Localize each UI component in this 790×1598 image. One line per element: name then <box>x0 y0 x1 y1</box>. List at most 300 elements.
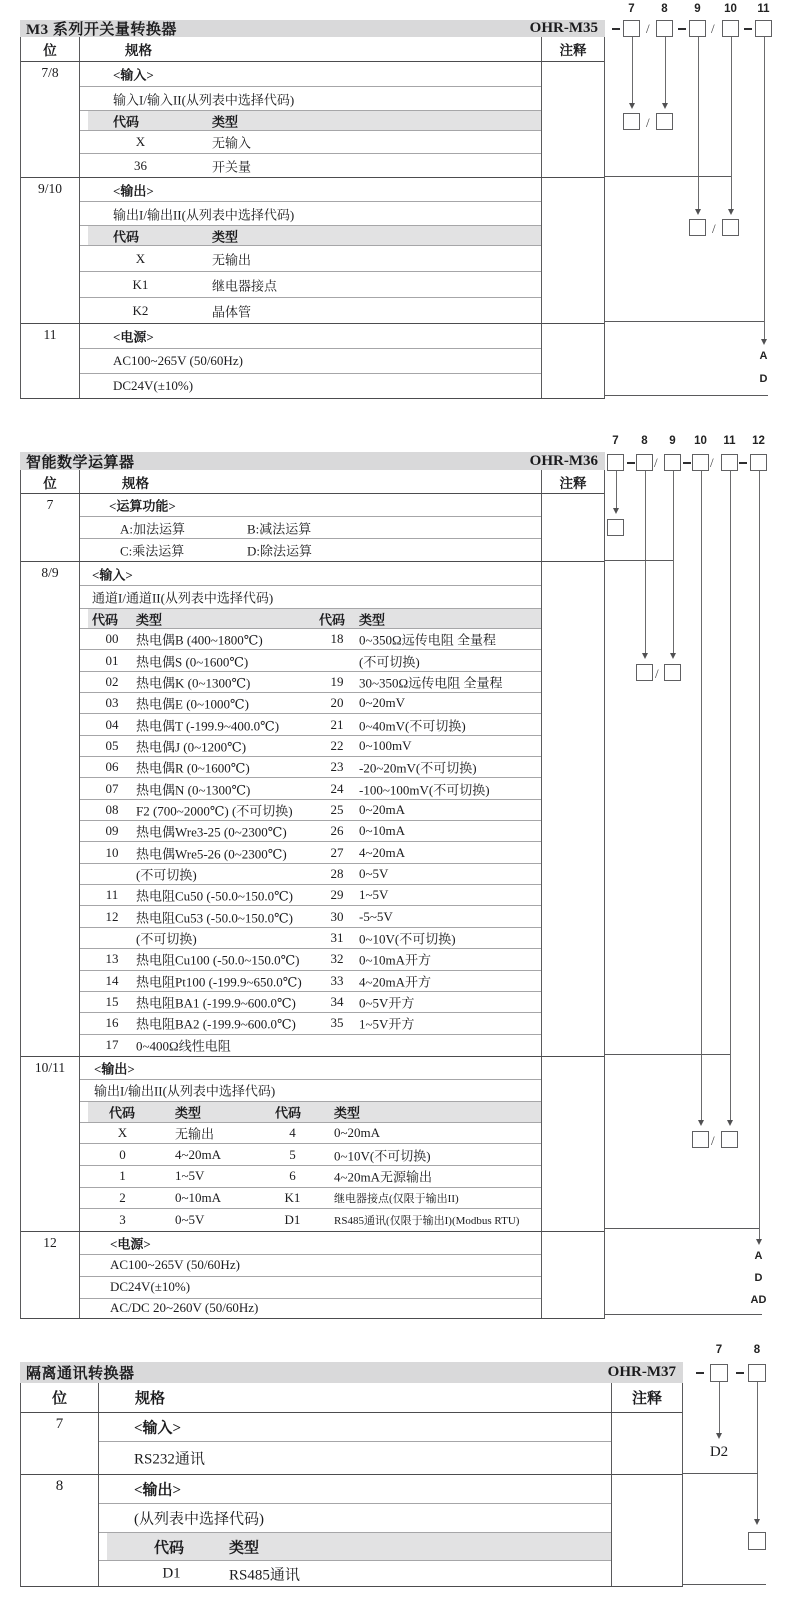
code-cell: 09 <box>105 823 119 839</box>
type-cell: 热电偶Wre5-26 (0~2300℃) <box>136 846 287 862</box>
slash-separator: / <box>712 221 716 236</box>
section-divider-extension <box>604 395 768 396</box>
spec-row <box>80 1209 541 1231</box>
position-label: 8/9 <box>41 565 59 580</box>
type-cell: 无输入 <box>212 135 252 151</box>
spec-row <box>80 1102 541 1123</box>
type-cell: 1~5V开方 <box>359 1016 415 1032</box>
col-header-note <box>542 470 604 493</box>
type-cell: 0~10mA <box>359 823 406 839</box>
code-target-box <box>689 219 706 236</box>
digit-label: 10 <box>724 3 737 15</box>
code-target-box <box>692 1131 709 1148</box>
type-cell: 0~10mA <box>175 1189 222 1205</box>
position-label: 7 <box>46 497 54 512</box>
code-cell: 13 <box>105 951 119 967</box>
spec-row <box>80 1013 541 1034</box>
digit-label: 10 <box>694 435 707 447</box>
spec-row <box>80 971 541 992</box>
section-tag: <运算功能> <box>109 498 176 514</box>
section-8-9 <box>21 562 604 1057</box>
type-cell: 0~10V(不可切换) <box>359 931 456 947</box>
code-cell: K2 <box>132 302 149 318</box>
spec-row <box>80 842 541 863</box>
type-cell: 1~5V <box>359 887 389 903</box>
power-code-label: D <box>759 373 768 385</box>
type-cell: 32 <box>330 951 344 967</box>
table-title-bar <box>20 452 605 470</box>
section-7 <box>21 1413 682 1475</box>
section-tag: <电源> <box>113 329 154 345</box>
code-cell: 代码 <box>113 229 140 244</box>
code-cell: 输出I/输出II(从列表中选择代码) <box>113 207 295 222</box>
arrow-head <box>662 103 668 109</box>
section-7 <box>21 494 604 562</box>
spec-row <box>80 885 541 906</box>
table-header-row <box>21 470 604 494</box>
spec-row <box>80 1057 541 1080</box>
product-title: 隔离通讯转换器 <box>26 1366 135 1382</box>
pos-header-label: 位 <box>43 43 57 58</box>
type-cell: 类型 <box>334 1105 361 1121</box>
code-cell: 17 <box>105 1037 119 1053</box>
type-cell: 28 <box>330 865 344 881</box>
code-box <box>607 454 624 471</box>
spec-header-label: 规格 <box>125 43 152 58</box>
code-target-box <box>656 113 673 130</box>
position-label: 10/11 <box>34 1059 66 1075</box>
type-cell: 4 <box>289 1125 296 1141</box>
power-code-label: AD <box>750 1294 767 1306</box>
type-cell: 热电偶T (-199.9~400.0℃) <box>136 718 280 734</box>
note-cell <box>542 1057 604 1231</box>
type-cell: (不可切换) <box>136 931 197 947</box>
note-cell <box>542 324 604 398</box>
spec-row <box>80 1080 541 1102</box>
position-cell <box>21 1475 98 1586</box>
type-cell: 30 <box>330 908 344 924</box>
model-number: OHR-M36 <box>529 452 598 469</box>
digit-label: 12 <box>752 435 765 447</box>
spec-row <box>80 1166 541 1188</box>
code-box <box>721 454 738 471</box>
table-body <box>20 1383 683 1587</box>
product-table-m37 <box>20 1362 683 1587</box>
note-cell <box>612 1413 682 1474</box>
type-cell: 31 <box>330 929 344 945</box>
arrow-head <box>670 653 676 659</box>
dash-separator <box>683 462 691 464</box>
type-cell: 热电偶R (0~1600℃) <box>136 760 250 776</box>
spec-row <box>80 298 541 323</box>
type-cell: 20 <box>330 695 344 711</box>
type-cell: 热电阻BA2 (-199.9~600.0℃) <box>136 1016 296 1032</box>
digit-label: 11 <box>723 435 736 447</box>
code-cell: 02 <box>105 673 119 689</box>
connector-line <box>757 1382 758 1520</box>
table-body <box>20 37 605 399</box>
position-cell <box>21 1413 98 1474</box>
type-cell: 0~400Ω线性电阻 <box>136 1038 231 1054</box>
code-cell: 3 <box>119 1212 126 1228</box>
section-7-8 <box>21 62 604 178</box>
code-cell: A:加法运算 <box>120 521 186 536</box>
spec-row <box>80 609 541 629</box>
code-target-box <box>607 519 624 536</box>
spec-row <box>80 1123 541 1145</box>
type-cell: 0~20mA <box>359 801 406 817</box>
position-label: 12 <box>43 1234 57 1250</box>
type-cell: 35 <box>330 1015 344 1031</box>
type-cell: 23 <box>330 759 344 775</box>
type-cell: 4~20mA开方 <box>359 974 432 990</box>
code-box <box>623 20 640 37</box>
digit-label: 7 <box>715 1344 723 1356</box>
type-cell: 类型 <box>229 1540 260 1556</box>
type-cell: 5 <box>289 1146 296 1162</box>
model-number: OHR-M35 <box>529 20 598 36</box>
code-box <box>664 454 681 471</box>
code-box <box>748 1364 766 1382</box>
spec-row <box>80 374 541 398</box>
type-cell: -20~20mV(不可切换) <box>359 760 477 776</box>
type-cell: 0~350Ω远传电阻 全量程 <box>359 632 496 648</box>
code-cell: 16 <box>105 1015 119 1031</box>
section-divider-extension <box>604 176 731 177</box>
code-cell: 10 <box>105 844 119 860</box>
position-label: 7 <box>55 1416 64 1432</box>
dash-separator <box>678 28 686 30</box>
dash-separator <box>739 462 747 464</box>
spec-row <box>80 226 541 246</box>
spec-row <box>80 246 541 272</box>
code-box <box>656 20 673 37</box>
spec-row <box>80 1188 541 1210</box>
section-divider-extension <box>682 1473 758 1474</box>
arrow-head <box>728 209 734 215</box>
spec-row <box>80 714 541 735</box>
note-header-label: 注释 <box>559 43 587 58</box>
arrow-head <box>756 1239 762 1245</box>
note-cell <box>542 494 604 561</box>
spec-row <box>80 131 541 154</box>
product-title: 智能数学运算器 <box>26 454 135 471</box>
section-12 <box>21 1232 604 1318</box>
type-cell: 继电器接点(仅限于输出II) <box>334 1192 459 1205</box>
code-cell: DC24V(±10%) <box>113 378 194 393</box>
spec-cell <box>79 494 542 561</box>
code-cell: X <box>135 134 146 149</box>
position-label: 11 <box>43 327 57 342</box>
type-cell: 0~20mA <box>334 1125 381 1141</box>
power-code-label: D <box>754 1272 763 1284</box>
type-cell: 1~5V <box>175 1168 205 1184</box>
slash-separator: / <box>655 666 659 681</box>
code-cell: 01 <box>105 652 119 668</box>
spec-row <box>80 324 541 349</box>
type-cell: B:减法运算 <box>247 521 312 536</box>
spec-row <box>99 1561 611 1586</box>
spec-row <box>80 178 541 202</box>
type-cell: 34 <box>330 994 344 1010</box>
type-cell: 类型 <box>359 612 386 627</box>
type-cell: 热电阻Pt100 (-199.9~650.0℃) <box>136 974 302 990</box>
code-box <box>750 454 767 471</box>
digit-label: 7 <box>612 435 619 447</box>
section-divider-extension <box>604 1054 730 1055</box>
arrow-head <box>761 339 767 345</box>
code-target-box <box>722 219 739 236</box>
type-cell: 0~10mA开方 <box>359 952 432 968</box>
code-cell: 03 <box>105 695 119 711</box>
type-cell: 热电偶Wre3-25 (0~2300℃) <box>136 824 287 840</box>
col-header-spec <box>98 1383 612 1412</box>
col-header-spec <box>79 470 542 493</box>
type-cell: 热电偶S (0~1600℃) <box>136 654 249 670</box>
col-header-pos <box>21 37 79 61</box>
type-cell: 33 <box>330 972 344 988</box>
arrow-head <box>613 508 619 514</box>
code-cell: AC100~265V (50/60Hz) <box>113 353 243 368</box>
spec-cell <box>79 324 542 398</box>
spec-row <box>80 517 541 539</box>
spec-row <box>80 1299 541 1318</box>
spec-row <box>80 1277 541 1299</box>
spec-row <box>80 757 541 778</box>
table-title-bar <box>20 1362 683 1383</box>
spec-row <box>80 1232 541 1255</box>
arrow-head <box>642 653 648 659</box>
type-cell: (不可切换) <box>359 654 420 670</box>
spec-row <box>80 202 541 226</box>
arrow-head <box>695 209 701 215</box>
spec-row <box>80 693 541 714</box>
digit-label: 8 <box>641 435 648 447</box>
section-tag: <输入> <box>92 567 133 582</box>
code-cell: X <box>135 250 146 266</box>
table-title-bar <box>20 20 605 37</box>
spec-cell <box>98 1475 612 1586</box>
spec-row <box>80 1144 541 1166</box>
spec-row <box>80 736 541 757</box>
pos-header-label: 位 <box>43 475 57 491</box>
position-label: 9/10 <box>37 181 62 196</box>
spec-cell <box>79 178 542 323</box>
code-cell: 输出I/输出II(从列表中选择代码) <box>94 1083 276 1099</box>
code-cell: 05 <box>105 737 119 753</box>
section-divider-extension <box>604 321 764 322</box>
code-target-box <box>721 1131 738 1148</box>
code-cell: 2 <box>119 1189 126 1205</box>
spec-row <box>80 800 541 821</box>
code-box <box>755 20 772 37</box>
slash-separator: / <box>711 1133 715 1148</box>
type-cell: 22 <box>330 737 344 753</box>
code-target-box <box>636 664 653 681</box>
code-cell: RS232通讯 <box>134 1451 205 1468</box>
type-cell: 类型 <box>136 612 163 627</box>
section-8 <box>21 1475 682 1586</box>
code-cell: 11 <box>105 887 119 903</box>
code-cell: 代码 <box>92 612 119 627</box>
slash-separator: / <box>710 455 714 470</box>
type-cell: 热电偶E (0~1000℃) <box>136 696 249 712</box>
type-cell: 代码 <box>319 612 346 627</box>
type-cell: 4~20mA <box>359 844 406 860</box>
type-cell: 开关量 <box>212 159 252 174</box>
arrow-head <box>698 1120 704 1126</box>
spec-row <box>80 906 541 927</box>
code-box <box>692 454 709 471</box>
arrow-head <box>629 103 635 109</box>
type-cell: 代码 <box>275 1105 302 1121</box>
type-cell: 类型 <box>212 229 239 244</box>
connector-line <box>645 471 646 654</box>
position-cell <box>21 324 79 398</box>
arrow-head <box>727 1120 733 1126</box>
connector-line <box>730 471 731 1121</box>
spec-cell <box>79 1057 542 1231</box>
connector-line <box>632 37 633 104</box>
code-cell: 代码 <box>109 1105 136 1121</box>
type-cell: F2 (700~2000℃) (不可切换) <box>136 803 293 819</box>
connector-line <box>731 37 732 210</box>
code-cell: DC24V(±10%) <box>110 1279 191 1295</box>
code-cell: X <box>117 1125 128 1141</box>
spec-row <box>80 821 541 842</box>
col-header-spec <box>79 37 542 61</box>
col-header-pos <box>21 1383 98 1412</box>
type-cell: 热电阻Cu100 (-50.0~150.0℃) <box>136 952 300 968</box>
note-cell <box>542 62 604 177</box>
type-cell: -5~5V <box>359 908 393 924</box>
section-9-10 <box>21 178 604 324</box>
section-tag: <电源> <box>110 1236 151 1252</box>
code-cell: 04 <box>105 716 119 732</box>
spec-row <box>80 154 541 177</box>
spec-row <box>80 494 541 517</box>
spec-row <box>99 1475 611 1504</box>
type-cell: 0~5V <box>359 865 389 881</box>
spec-row <box>80 349 541 374</box>
digit-label: 8 <box>661 3 668 15</box>
note-header-label: 注释 <box>559 475 587 491</box>
type-cell: 热电阻BA1 (-199.9~600.0℃) <box>136 995 296 1011</box>
type-cell: 热电偶J (0~1200℃) <box>136 739 247 755</box>
digit-label: 7 <box>628 3 635 15</box>
spec-cell <box>98 1413 612 1474</box>
code-cell: 07 <box>105 780 119 796</box>
section-tag: <输出> <box>134 1482 182 1499</box>
spec-row <box>80 629 541 650</box>
note-cell <box>612 1475 682 1586</box>
type-cell: D:除法运算 <box>247 543 313 559</box>
type-cell: 类型 <box>212 114 239 129</box>
connector-line <box>701 471 702 1121</box>
section-10-11 <box>21 1057 604 1232</box>
product-table-m35 <box>20 20 605 399</box>
note-cell <box>542 1232 604 1318</box>
spec-row <box>80 539 541 561</box>
spec-row <box>80 650 541 671</box>
section-tag: <输出> <box>94 1061 135 1077</box>
digit-label: 11 <box>757 3 770 15</box>
code-cell: 代码 <box>154 1540 185 1556</box>
code-cell: 36 <box>134 157 147 173</box>
position-cell <box>21 62 79 177</box>
connector-line <box>764 37 765 340</box>
type-cell: 热电偶B (400~1800℃) <box>136 632 263 648</box>
spec-row <box>99 1442 611 1474</box>
type-cell: 热电阻Cu50 (-50.0~150.0℃) <box>136 888 293 904</box>
type-cell: 4~20mA <box>175 1146 222 1162</box>
connector-line <box>719 1382 720 1434</box>
code-cell: 08 <box>105 801 119 817</box>
type-cell: 21 <box>330 716 344 732</box>
spec-cell <box>79 1232 542 1318</box>
type-cell: 0~100mV <box>359 737 412 753</box>
connector-line <box>616 471 617 509</box>
table-header-row <box>21 37 604 62</box>
spec-row <box>80 562 541 586</box>
type-cell: 6 <box>289 1168 296 1184</box>
pos-header-label: 位 <box>51 1391 67 1407</box>
slash-separator: / <box>646 115 650 130</box>
note-cell <box>542 562 604 1056</box>
type-cell: 0~5V <box>175 1212 205 1228</box>
section-tag: <输入> <box>134 1420 182 1437</box>
type-cell: 18 <box>330 631 344 647</box>
code-cell: 14 <box>105 972 119 988</box>
section-11 <box>21 324 604 398</box>
spec-row <box>80 1255 541 1277</box>
type-cell: 26 <box>330 823 344 839</box>
code-box <box>722 20 739 37</box>
note-cell <box>542 178 604 323</box>
input-code-label: D2 <box>709 1444 729 1460</box>
note-header-label: 注释 <box>631 1391 662 1407</box>
spec-row <box>80 111 541 131</box>
section-divider-extension <box>604 560 673 561</box>
power-code-label: A <box>759 350 768 362</box>
spec-row <box>80 992 541 1013</box>
spec-cell <box>79 62 542 177</box>
product-title: M3 系列开关量转换器 <box>26 22 177 38</box>
code-cell: 输入I/输入II(从列表中选择代码) <box>113 92 295 107</box>
type-cell: 无输出 <box>212 252 252 267</box>
code-cell: 通道I/通道II(从列表中选择代码) <box>92 590 274 606</box>
code-cell: D1 <box>162 1565 181 1581</box>
digit-label: 8 <box>753 1344 761 1356</box>
col-header-pos <box>21 470 79 493</box>
type-cell: 热电阻Cu53 (-50.0~150.0℃) <box>136 910 293 926</box>
type-cell: D1 <box>284 1212 301 1228</box>
connector-line <box>759 471 760 1240</box>
type-cell: 继电器接点 <box>212 278 278 293</box>
type-cell: (不可切换) <box>136 867 197 883</box>
type-cell: 无输出 <box>175 1126 215 1142</box>
code-cell: 代码 <box>113 114 140 129</box>
section-divider-extension <box>682 1584 766 1585</box>
slash-separator: / <box>711 21 715 36</box>
code-box <box>689 20 706 37</box>
code-box <box>636 454 653 471</box>
col-header-note <box>612 1383 682 1412</box>
spec-cell <box>79 562 542 1056</box>
dash-separator <box>744 28 752 30</box>
spec-row <box>80 949 541 970</box>
section-divider-extension <box>604 1314 762 1315</box>
